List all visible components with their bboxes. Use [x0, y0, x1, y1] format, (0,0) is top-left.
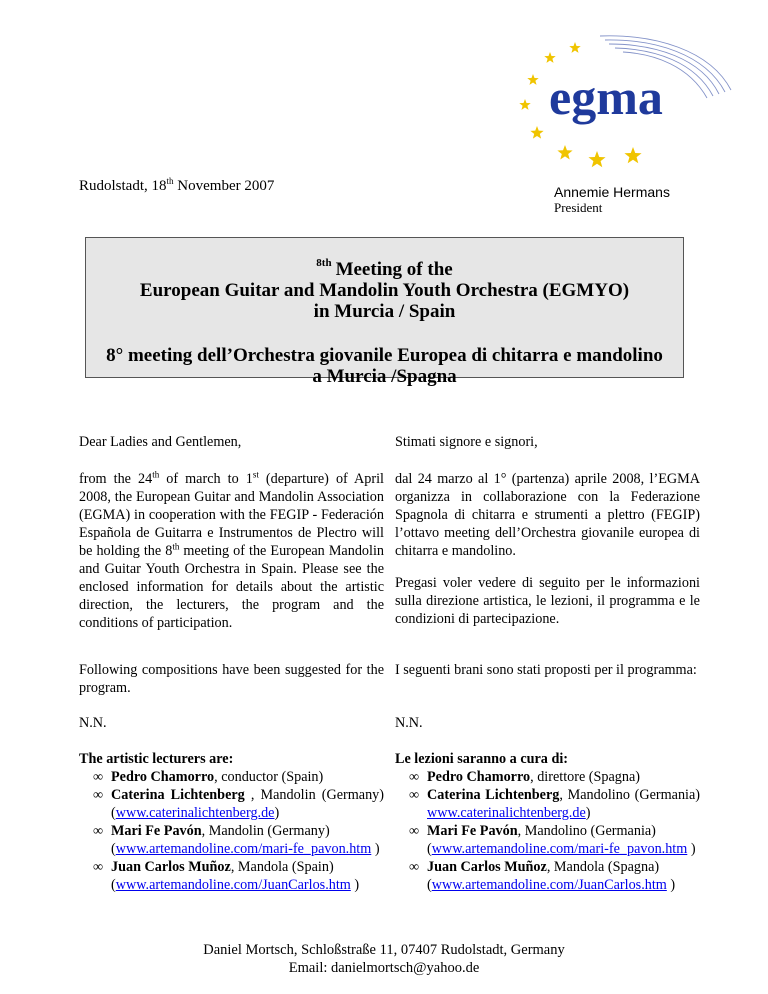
english-lecturer-list — [79, 768, 384, 894]
lecturer-link[interactable]: www.artemandoline.com/mari-fe_pavon.htm — [431, 841, 688, 857]
star-icon — [527, 74, 538, 85]
logo-text: egma — [549, 69, 663, 125]
lecturer-link[interactable]: www.artemandoline.com/JuanCarlos.htm — [115, 877, 351, 893]
list-item: ∞ Juan Carlos Muñoz, Mandola (Spagna) (www.artemandoline.com/JuanCarlos.htm ) — [409, 859, 676, 893]
star-icon — [519, 99, 530, 110]
english-nn: N.N. — [79, 715, 107, 731]
title-line-5: a Murcia /Spagna — [312, 366, 457, 387]
bullet-icon: ∞ — [93, 769, 104, 785]
list-item: ∞ Mari Fe Pavón, Mandolin (Germany) (www.artemandoline.com/mari-fe_pavon.htm ) — [93, 823, 380, 857]
title-line-2: European Guitar and Mandolin Youth Orchestra (EGMYO) — [139, 280, 630, 301]
lecturer-link[interactable]: www.artemandoline.com/mari-fe_pavon.htm — [115, 841, 372, 857]
footer-address: Daniel Mortsch, Schloßstraße 11, 07407 Rudolstadt, Germany — [203, 942, 565, 958]
english-lecturers-heading: The artistic lecturers are: — [79, 751, 234, 767]
footer-email: Email: danielmortsch@yahoo.de — [288, 960, 480, 976]
lecturer-link[interactable]: www.caterinalichtenberg.de — [115, 805, 275, 821]
bullet-icon: ∞ — [409, 769, 420, 785]
italian-paragraph-1: dal 24 marzo al 1° (partenza) aprile 2008, l’EGMA organizza in collaborazione con la Federazione Spagnola di chitarra e strumenti a plettro (FEGIP) l’ottavo meeting dell’Orchestra giovanile europea di chitarra e mandolino. — [395, 471, 700, 559]
star-icon — [569, 42, 580, 53]
star-icon — [588, 151, 605, 167]
title-line-4: 8° meeting dell’Orchestra giovanile Europea di chitarra e mandolino — [106, 345, 663, 366]
italian-paragraph-1b: Pregasi voler vedere di seguito per le informazioni sulla direzione artistica, le lezioni, il programma e le condizioni di partecipazione. — [395, 575, 700, 627]
bullet-icon: ∞ — [409, 859, 420, 875]
letter-date: Rudolstadt, 18th November 2007 — [79, 176, 275, 194]
title-line-3: in Murcia / Spain — [313, 301, 456, 322]
star-icon — [624, 147, 641, 163]
italian-lecturers-heading: Le lezioni saranno a cura di: — [395, 751, 569, 767]
bullet-icon: ∞ — [93, 859, 104, 875]
list-item: ∞ Caterina Lichtenberg , Mandolin (Germany) (www.caterinalichtenberg.de) — [93, 787, 384, 821]
bullet-icon: ∞ — [93, 823, 104, 839]
lecturer-link[interactable]: www.caterinalichtenberg.de — [427, 805, 586, 821]
egma-logo — [505, 30, 745, 180]
star-icon — [544, 52, 555, 63]
title-box — [85, 237, 684, 387]
italian-greeting: Stimati signore e signori, — [395, 434, 538, 450]
italian-nn: N.N. — [395, 715, 423, 731]
bullet-icon: ∞ — [93, 787, 104, 803]
english-lecturers — [79, 750, 384, 894]
title-line-1: $^{8th}$ Meeting of the — [316, 257, 453, 280]
list-item: ∞ Mari Fe Pavón, Mandolino (Germania) (www.artemandoline.com/mari-fe_pavon.htm ) — [409, 823, 696, 857]
list-item: ∞ Pedro Chamorro, direttore (Spagna) — [409, 769, 641, 785]
star-icon — [557, 145, 572, 159]
list-item: ∞ Caterina Lichtenberg, Mandolino (Germania) www.caterinalichtenberg.de) — [409, 787, 701, 821]
bullet-icon: ∞ — [409, 823, 420, 839]
lecturer-link[interactable]: www.artemandoline.com/JuanCarlos.htm — [431, 877, 667, 893]
italian-lecturers — [395, 750, 700, 894]
english-greeting: Dear Ladies and Gentlemen, — [79, 434, 242, 450]
english-paragraph-1: from the 24th of march to 1st (departure) of April 2008, the European Guitar and Mandolin Association (EGMA) in cooperation with the FEGIP - Federación Española de Guitarra e Instrumentos de Plectro will be holding the 8th meeting of the European Mandolin and Guitar Youth Orchestra in Spain. Please see the enclosed information for details about the artistic direction, the lecturers, the program and the conditions of participation. — [79, 469, 384, 631]
president-name: Annemie Hermans — [554, 184, 670, 200]
italian-lecturer-list — [395, 768, 700, 894]
list-item: ∞ Pedro Chamorro, conductor (Spain) — [93, 769, 324, 785]
star-icon — [530, 126, 543, 139]
list-item: ∞ Juan Carlos Muñoz, Mandola (Spain) (www.artemandoline.com/JuanCarlos.htm ) — [93, 859, 360, 893]
italian-paragraph-2: I seguenti brani sono stati proposti per il programma: — [395, 662, 697, 678]
english-paragraph-2: Following compositions have been suggested for the program. — [79, 662, 384, 696]
president-role: President — [554, 200, 603, 215]
bullet-icon: ∞ — [409, 787, 420, 803]
